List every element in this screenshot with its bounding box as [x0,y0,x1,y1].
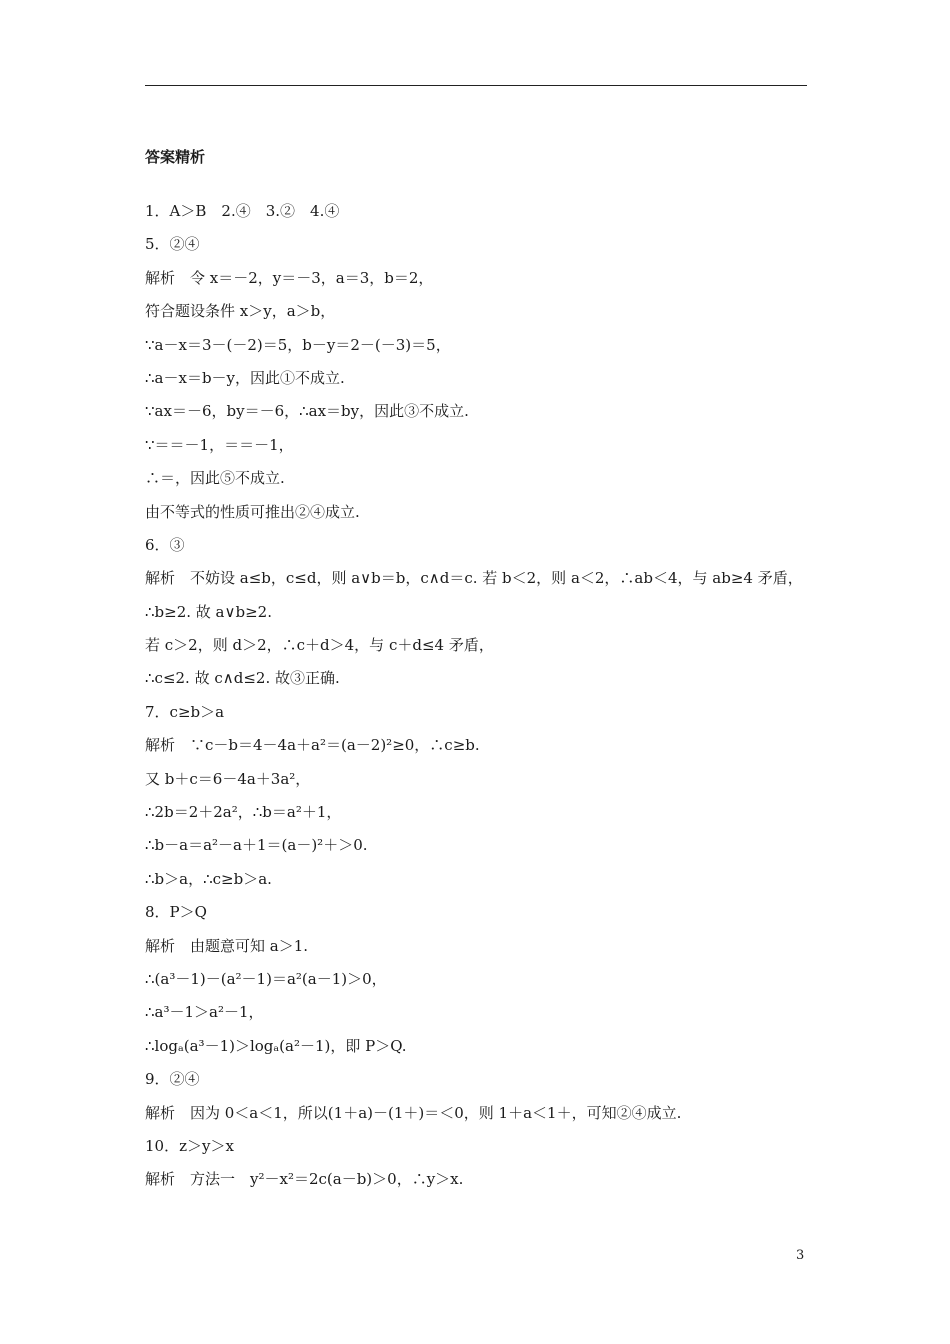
text-line: 解析 方法一 y²－x²＝2c(a－b)＞0，∴y＞x. [145,1170,464,1189]
text-line: 解析 令 x＝－2，y＝－3，a＝3，b＝2， [145,268,434,287]
text-line: 又 b＋c＝6－4a＋3a²， [145,769,311,788]
text-line: 7．c≥b＞a [145,702,225,721]
text-line: ∴＝，因此⑤不成立. [145,469,285,488]
text-line: ∴(a³－1)－(a²－1)＝a²(a－1)＞0， [145,969,387,988]
text-line: ∴a³－1＞a²－1， [145,1003,264,1022]
text-line: ∴b＞a，∴c≥b＞a. [145,869,272,888]
text-line: 8．P＞Q [145,903,207,922]
text-line: 由不等式的性质可推出②④成立. [145,502,360,521]
text-line: 解析 因为 0＜a＜1，所以(1＋a)－(1＋)＝＜0，则 1＋a＜1＋，可知②④成立. [145,1103,682,1122]
text-line: ∵ax＝－6，by＝－6，∴ax＝by，因此③不成立. [145,402,469,421]
text-line: 解析 ∵c－b＝4－4a＋a²＝(a－2)²≥0，∴c≥b. [145,736,480,755]
text-line: 解析 由题意可知 a＞1. [145,936,309,955]
text-line: 10．z＞y＞x [145,1136,234,1155]
text-line: ∴c≤2. 故 c∧d≤2. 故③正确. [145,669,340,688]
text-line: ∴b≥2. 故 a∨b≥2. [145,602,272,621]
text-line: ∴b－a＝a²－a＋1＝(a－)²＋＞0. [145,836,368,855]
section-heading: 答案精析 [145,148,206,166]
text-line: ∵a－x＝3－(－2)＝5，b－y＝2－(－3)＝5， [145,335,451,354]
answer-content [145,198,815,1200]
text-line: 符合题设条件 x＞y，a＞b， [145,302,336,321]
text-line: 9．②④ [145,1070,200,1089]
text-line: ∴logₐ(a³－1)＞logₐ(a²－1)，即 P＞Q. [145,1036,407,1055]
text-line: 5．②④ [145,235,200,254]
header-rule [145,85,807,86]
text-line: 若 c＞2，则 d＞2，∴c＋d＞4，与 c＋d≤4 矛盾， [145,636,494,655]
text-line: ∵＝＝－1，＝＝－1， [145,435,294,454]
text-line: ∴2b＝2＋2a²，∴b＝a²＋1， [145,803,342,822]
page-number: 3 [796,1248,805,1263]
text-line: ∴a－x＝b－y，因此①不成立. [145,368,345,387]
text-line: 解析 不妨设 a≤b，c≤d，则 a∨b＝b，c∧d＝c. 若 b＜2，则 a＜2，∴ab＜4，与 ab≥4 矛盾， [145,569,803,588]
text-line: 6．③ [145,535,185,554]
text-line: 1．A＞B 2.④ 3.② 4.④ [145,202,340,220]
